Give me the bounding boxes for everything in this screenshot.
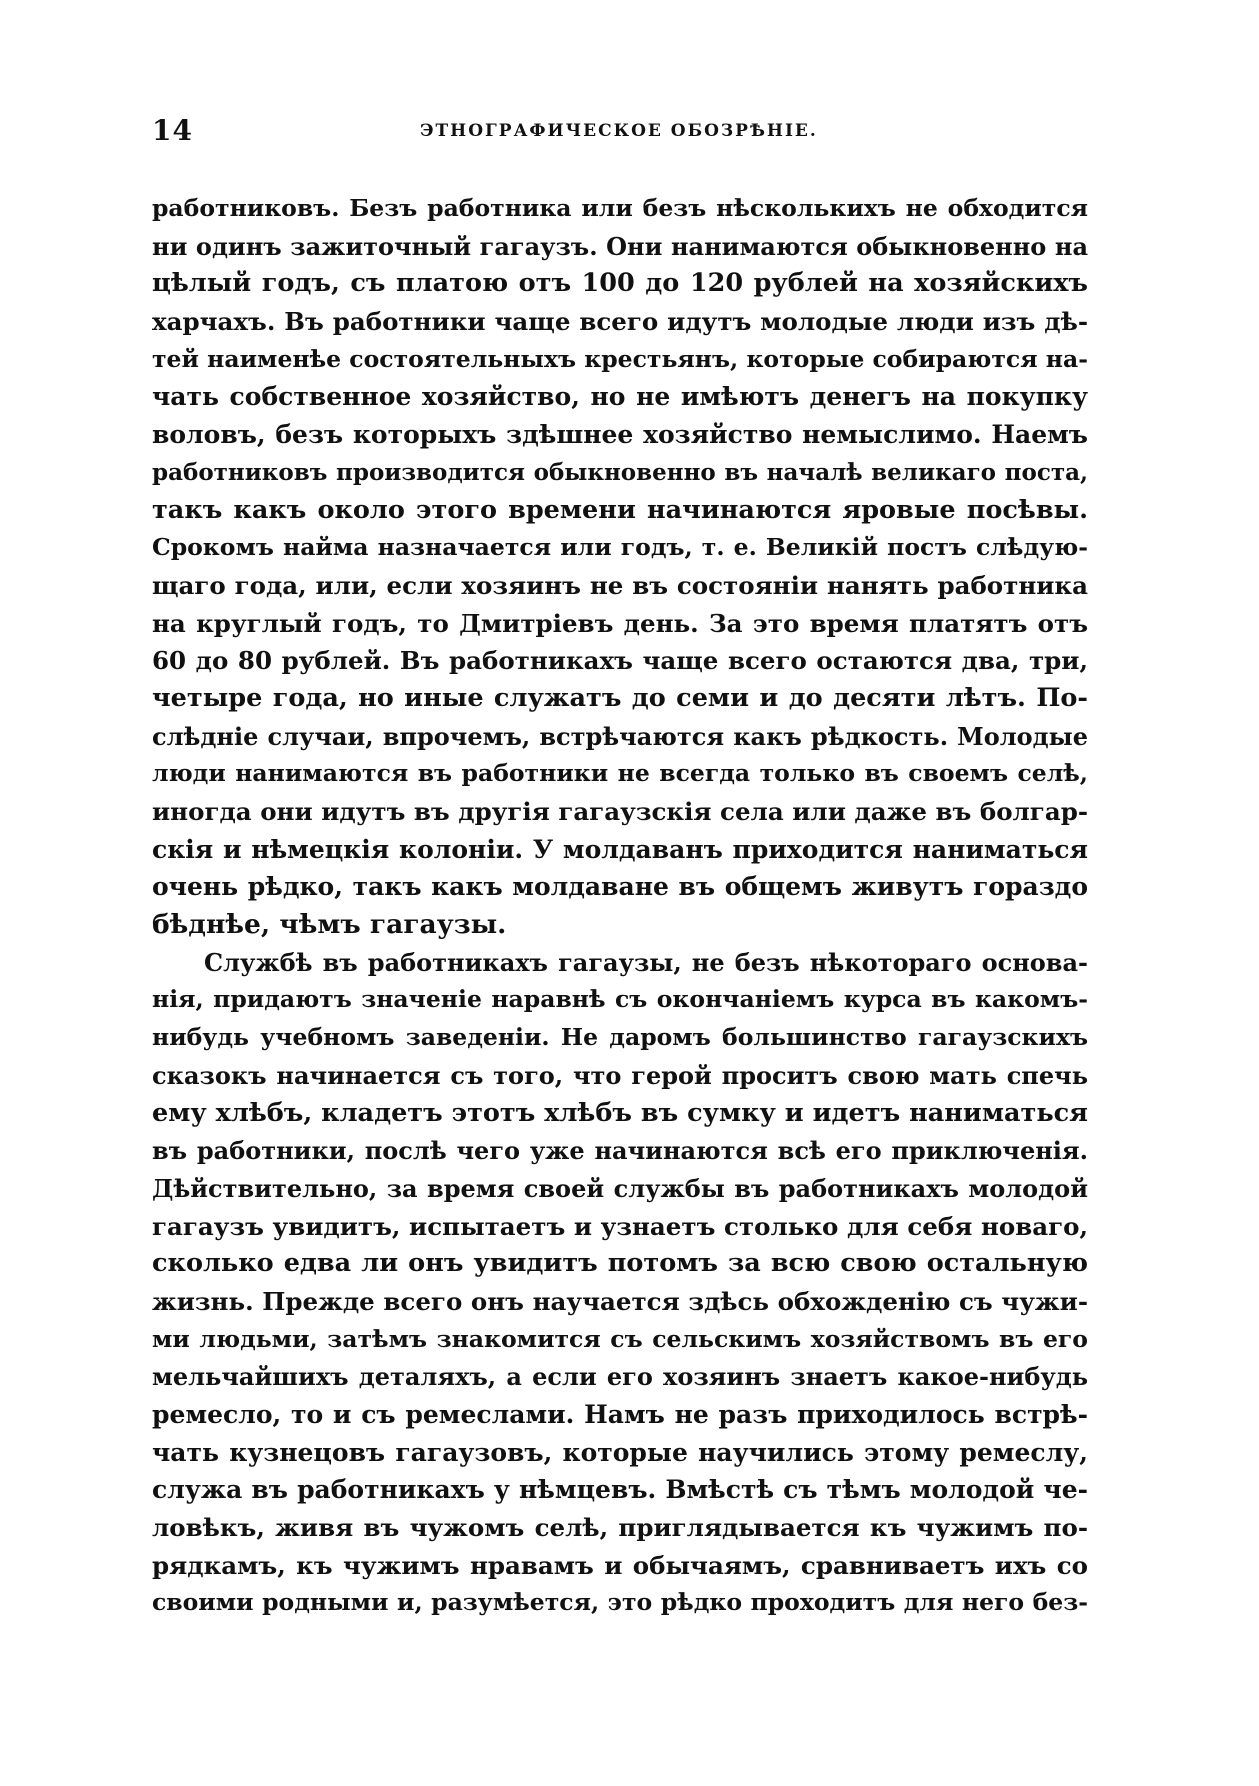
text-line: 60 до 80 рублей. Въ работникахъ чаще всего остаются два, три, [152,646,1088,676]
text-line: тей наименѣе состоятельныхъ крестьянъ, которые собираются на- [152,344,1088,373]
text-line: иногда они идутъ въ другія гагаузскія села или даже въ болгар- [152,797,1088,826]
text-line: нія, придаютъ значеніе наравнѣ съ окончаніемъ курса въ какомъ- [152,985,1088,1014]
text-line: харчахъ. Въ работники чаще всего идутъ молодые люди изъ дѣ- [152,307,1088,337]
text-line: цѣлый годъ, съ платою отъ 100 до 120 рублей на хозяйскихъ [152,268,1088,299]
text-line: воловъ, безъ которыхъ здѣшнее хозяйство немыслимо. Наемъ [152,420,1088,450]
text-line: щаго года, или, если хозяинъ не въ состояніи нанять работника [152,570,1088,600]
text-line: скія и нѣмецкія колоніи. У молдаванъ приходится наниматься [152,834,1088,864]
text-line: мельчайшихъ деталяхъ, а если его хозяинъ знаетъ какое-нибудь [152,1362,1088,1392]
text-line: ни одинъ зажиточный гагаузъ. Они нанимаются обыкновенно на [152,231,1088,261]
text-line: на круглый годъ, то Дмитріевъ день. За это время платятъ отъ [152,608,1088,638]
text-line: Срокомъ найма назначается или годъ, т. е. Великій постъ слѣдую- [152,533,1088,562]
text-line: чать кузнецовъ гагаузовъ, которые научились этому ремеслу, [152,1437,1088,1467]
text-line: сказокъ начинается съ того, что герой проситъ свою мать спечь [152,1060,1088,1090]
text-line: ему хлѣбъ, кладетъ этотъ хлѣбъ въ сумку и идетъ наниматься [152,1097,1088,1128]
text-line: жизнь. Прежде всего онъ научается здѣсь обхожденію съ чужи- [152,1286,1088,1316]
text-line: гагаузъ увидитъ, испытаетъ и узнаетъ столько для себя новаго, [152,1211,1088,1241]
paragraph-end-line: бѣднѣе, чѣмъ гагаузы. [152,909,507,941]
text-line: нибудь учебномъ заведеніи. Не даромъ большинство гагаузскихъ [152,1023,1088,1052]
text-line: своими родными и, разумѣется, это рѣдко проходитъ для него без- [152,1588,1088,1617]
text-line: очень рѣдко, такъ какъ молдаване въ общемъ живутъ гораздо [152,872,1088,902]
body-text [152,190,1088,1622]
text-line: ловѣкъ, живя въ чужомъ селѣ, приглядывается къ чужимъ по- [152,1513,1088,1543]
text-line: люди нанимаются въ работники не всегда только въ своемъ селѣ, [152,759,1088,788]
text-line: ремесло, то и съ ремеслами. Намъ не разъ приходилось встрѣ- [152,1400,1088,1429]
text-line: такъ какъ около этого времени начинаются яровые посѣвы. [152,494,1088,525]
running-title: ЭТНОГРАФИЧЕСКОЕ ОБОЗРѢНІЕ. [420,121,818,141]
text-line: ми людьми, затѣмъ знакомится съ сельскимъ хозяйствомъ въ его [152,1324,1088,1353]
text-line: въ работники, послѣ чего уже начинаются всѣ его приключенія. [152,1136,1088,1166]
text-line: чать собственное хозяйство, но не имѣютъ денегъ на покупку [152,382,1088,412]
text-line: работниковъ производится обыкновенно въ началѣ великаго поста, [152,458,1088,486]
text-line: четыре года, но иные служатъ до семи и до десяти лѣтъ. По- [152,682,1088,713]
text-line: сколько едва ли онъ увидитъ потомъ за всю свою остальную [152,1248,1088,1279]
text-line: служа въ работникахъ у нѣмцевъ. Вмѣстѣ съ тѣмъ молодой че- [152,1475,1088,1505]
text-line: работниковъ. Безъ работника или безъ нѣсколькихъ не обходится [152,194,1088,222]
paragraph-start-line: Службѣ въ работникахъ гагаузы, не безъ нѣкотораго основа- [204,947,1088,977]
text-line: слѣдніе случаи, впрочемъ, встрѣчаются какъ рѣдкость. Молодые [152,721,1088,751]
page-number: 14 [152,114,193,147]
text-line: рядкамъ, къ чужимъ нравамъ и обычаямъ, сравниваетъ ихъ со [152,1550,1088,1580]
text-line: Дѣйствительно, за время своей службы въ работникахъ молодой [152,1173,1088,1203]
